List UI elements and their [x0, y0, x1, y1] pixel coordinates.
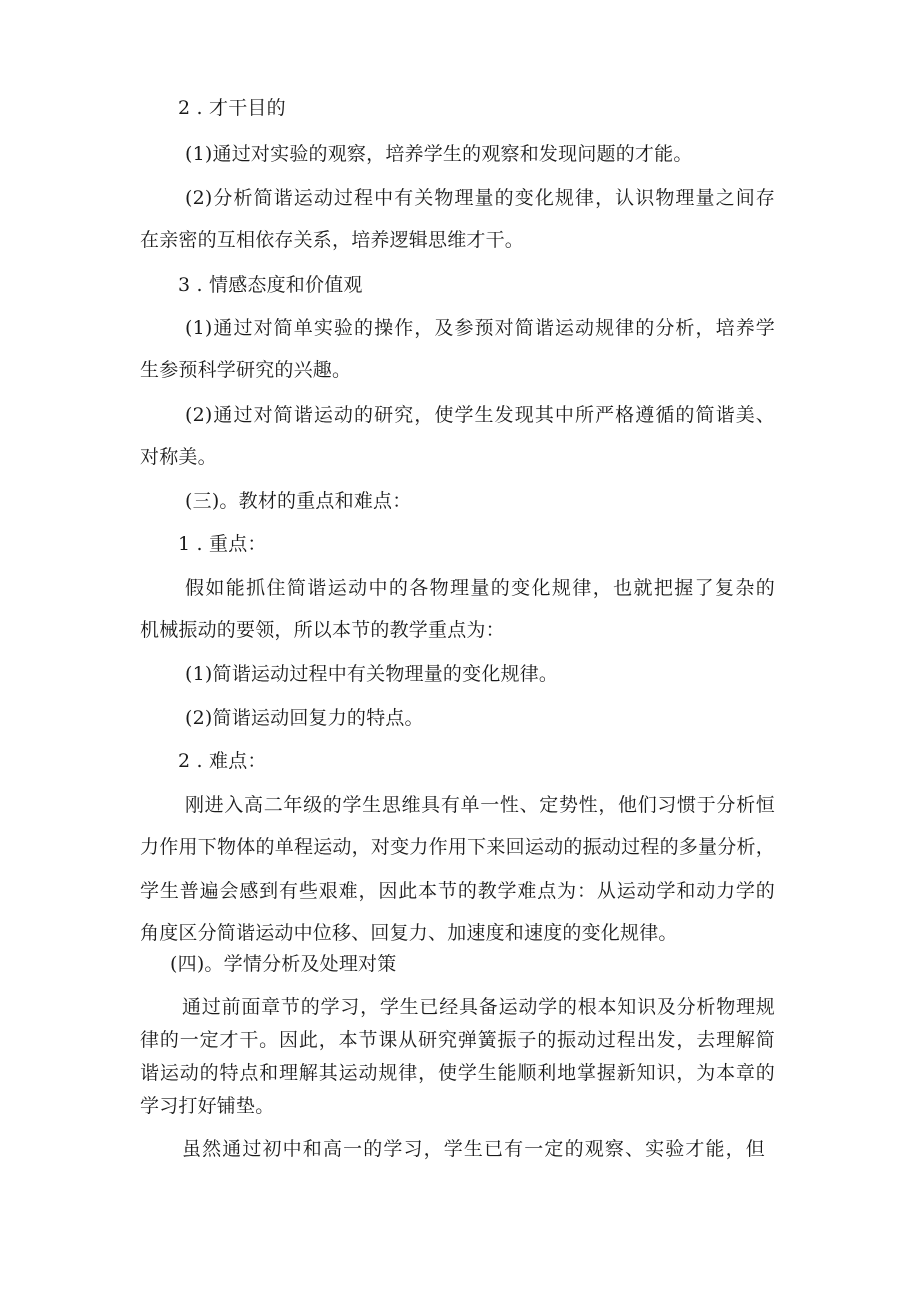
key-points-para-line-2: 机械振动的要领，所以本节的教学重点为： — [140, 619, 505, 641]
emotion-goal-2-line-2: 对称美。 — [140, 446, 217, 468]
key-point-2: (2)简谐运动回复力的特点。 — [185, 707, 424, 729]
heading-key-difficult-points: (三)。教材的重点和难点： — [185, 490, 412, 512]
key-point-1: (1)简谐运动过程中有关物理量的变化规律。 — [185, 663, 559, 685]
ability-goal-2-line-1: (2)分析简谐运动过程中有关物理量的变化规律，认识物理量之间存 — [185, 187, 775, 209]
heading-key-points: 1 . 重点： — [178, 533, 267, 555]
learner-para-line-4: 学习打好铺垫。 — [140, 1095, 275, 1117]
learner-para-line-2: 律的一定才干。因此，本节课从研究弹簧振子的振动过程出发，去理解简 — [140, 1029, 775, 1051]
emotion-goal-1-line-1: (1)通过对简单实验的操作，及参预对简谐运动规律的分析，培养学 — [185, 317, 775, 339]
difficult-para-line-1: 刚进入高二年级的学生思维具有单一性、定势性，他们习惯于分析恒 — [185, 794, 775, 816]
observation-para-line-1: 虽然通过初中和高一的学习，学生已有一定的观察、实验才能，但 — [182, 1138, 765, 1160]
emotion-goal-1-line-2: 生参预科学研究的兴趣。 — [140, 359, 352, 381]
ability-goal-1: (1)通过对实验的观察，培养学生的观察和发现问题的才能。 — [185, 143, 693, 165]
difficult-para-line-4: 角度区分简谐运动中位移、回复力、加速度和速度的变化规律。 — [140, 922, 678, 944]
learner-para-line-3: 谐运动的特点和理解其运动规律，使学生能顺利地掌握新知识，为本章的 — [140, 1062, 775, 1084]
key-points-para-line-1: 假如能抓住简谐运动中的各物理量的变化规律，也就把握了复杂的 — [185, 577, 775, 599]
heading-emotion-values: 3 . 情感态度和价值观 — [178, 274, 363, 296]
learner-para-line-1: 通过前面章节的学习，学生已经具备运动学的根本知识及分析物理规 — [182, 996, 775, 1018]
heading-difficult-points: 2 . 难点： — [178, 750, 267, 772]
ability-goal-2-line-2: 在亲密的互相依存关系，培养逻辑思维才干。 — [140, 229, 525, 251]
heading-ability-goals: 2 . 才干目的 — [178, 97, 286, 119]
difficult-para-line-2: 力作用下物体的单程运动，对变力作用下来回运动的振动过程的多量分析， — [140, 836, 775, 858]
heading-learner-analysis: (四)。学情分析及处理对策 — [170, 953, 397, 975]
difficult-para-line-3: 学生普遍会感到有些艰难，因此本节的教学难点为：从运动学和动力学的 — [140, 880, 775, 902]
emotion-goal-2-line-1: (2)通过对简谐运动的研究，使学生发现其中所严格遵循的简谐美、 — [185, 404, 775, 426]
